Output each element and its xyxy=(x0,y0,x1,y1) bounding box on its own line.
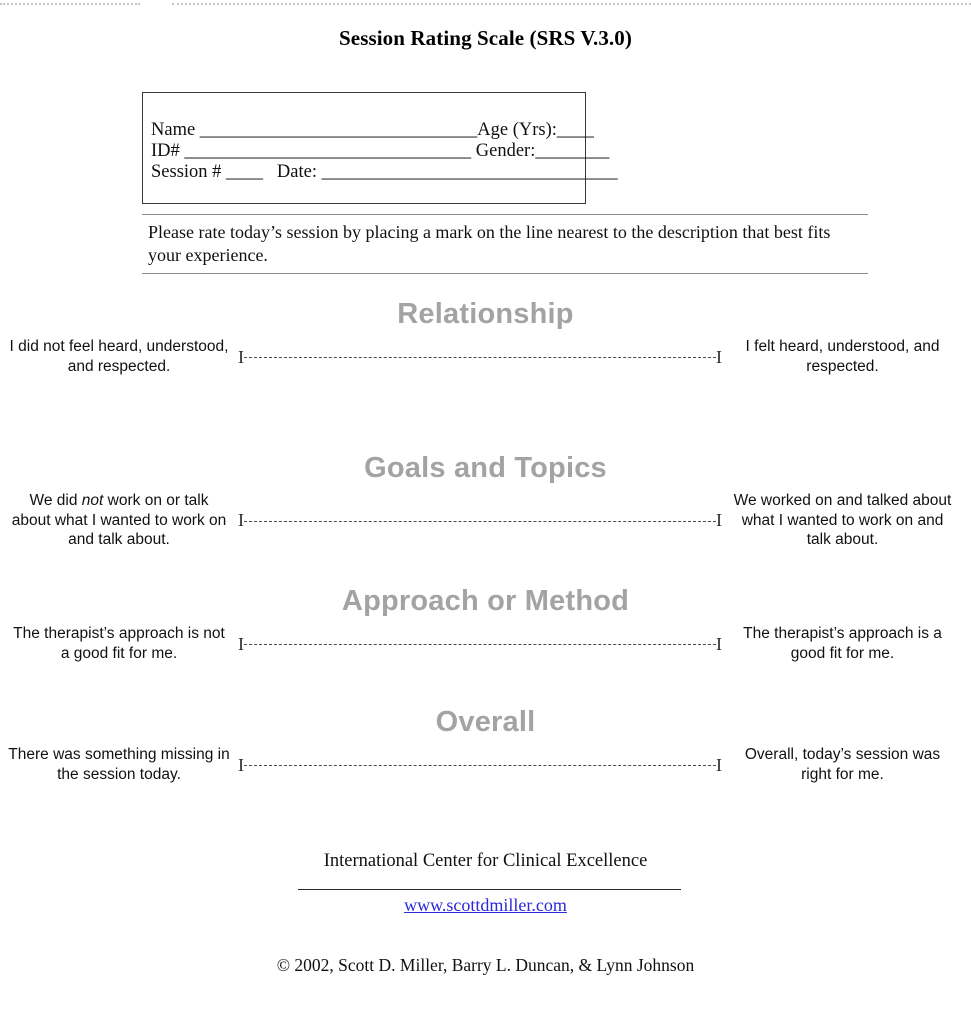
scale-end-right-icon: I xyxy=(716,510,722,531)
scale-track[interactable] xyxy=(244,765,716,766)
anchor-right-approach-or-method: The therapist’s approach is a good fit for me. xyxy=(743,625,942,662)
footer-copyright: © 2002, Scott D. Miller, Barry L. Duncan, & Lynn Johnson xyxy=(276,955,695,975)
scale-row-goals-and-topics xyxy=(0,491,971,550)
footer-website-link[interactable]: www.scottdmiller.com xyxy=(404,895,567,915)
page-title: Session Rating Scale (SRS V.3.0) xyxy=(339,26,632,50)
scale-track[interactable] xyxy=(244,521,716,522)
scale-end-left-icon: I xyxy=(238,754,244,775)
scale-end-left-icon: I xyxy=(238,346,244,367)
instructions-text: Please rate today’s session by placing a mark on the line nearest to the description that best fits your experience. xyxy=(148,222,831,265)
section-heading-goals-and-topics: Goals and Topics xyxy=(364,452,607,484)
section-overall xyxy=(0,706,971,784)
identity-field-id-gender[interactable]: ID# _______________________________ Gender:________ xyxy=(151,141,610,161)
scale-row-approach-or-method xyxy=(0,624,971,663)
page-break-rule-right xyxy=(172,3,971,5)
anchor-left-emphasis: not xyxy=(81,492,104,509)
instructions-block xyxy=(142,214,868,274)
rating-scale-goals-and-topics[interactable] xyxy=(238,508,722,532)
anchor-left-text-pre: We did xyxy=(29,492,82,509)
page-break-rule-left xyxy=(0,3,140,5)
scale-end-left-icon: I xyxy=(238,633,244,654)
rating-scale-relationship[interactable] xyxy=(238,345,722,369)
section-heading-overall: Overall xyxy=(435,706,536,738)
scale-track[interactable] xyxy=(244,357,716,358)
identity-field-name-age[interactable]: Name ______________________________Age (Yrs):____ xyxy=(151,120,594,140)
anchor-left-text-post: work on or talk about what I wanted to work on and talk about. xyxy=(11,492,227,548)
identity-box xyxy=(142,92,618,204)
section-relationship xyxy=(0,298,971,376)
identity-field-session-date[interactable]: Session # ____ Date: ________________________________ xyxy=(151,162,618,182)
scale-row-relationship xyxy=(0,337,971,376)
scale-row-overall xyxy=(0,745,971,784)
anchor-right-overall: Overall, today’s session was right for me. xyxy=(744,746,941,783)
scale-track[interactable] xyxy=(244,644,716,645)
section-goals-and-topics xyxy=(0,452,971,550)
anchor-left-goals-and-topics xyxy=(8,491,238,550)
section-heading-approach-or-method: Approach or Method xyxy=(341,585,630,617)
scale-end-left-icon: I xyxy=(238,510,244,531)
anchor-right-goals-and-topics: We worked on and talked about what I wanted to work on and talk about. xyxy=(733,492,952,548)
footer-divider xyxy=(298,889,681,890)
anchor-left-relationship: I did not feel heard, understood, and respected. xyxy=(9,338,229,375)
scale-end-right-icon: I xyxy=(716,754,722,775)
section-heading-relationship: Relationship xyxy=(397,298,574,330)
scale-end-right-icon: I xyxy=(716,633,722,654)
anchor-left-overall: There was something missing in the session today. xyxy=(8,746,230,783)
rating-scale-approach-or-method[interactable] xyxy=(238,632,722,656)
rating-scale-overall[interactable] xyxy=(238,753,722,777)
anchor-left-approach-or-method: The therapist’s approach is not a good fit for me. xyxy=(13,625,225,662)
scale-end-right-icon: I xyxy=(716,346,722,367)
footer-website-wrap xyxy=(0,895,971,916)
section-approach-or-method xyxy=(0,585,971,663)
footer-organization: International Center for Clinical Excellence xyxy=(323,851,648,871)
anchor-right-relationship: I felt heard, understood, and respected. xyxy=(745,338,940,375)
